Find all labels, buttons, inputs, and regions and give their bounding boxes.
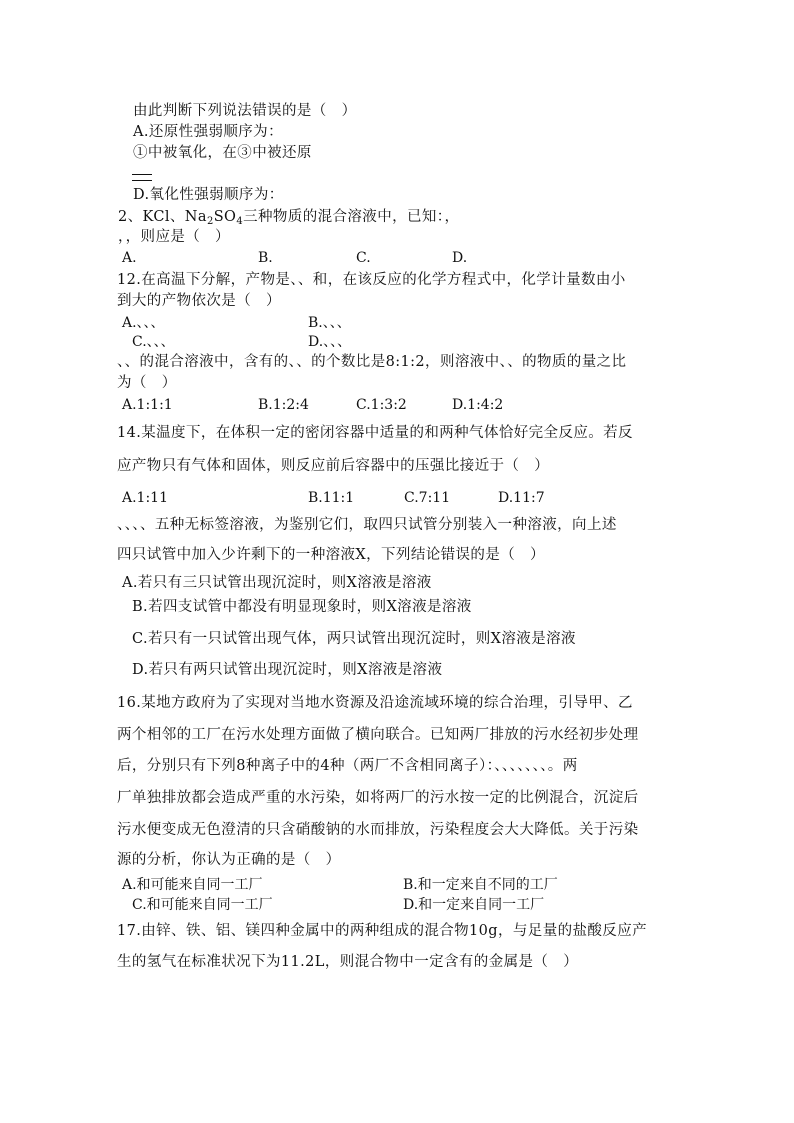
- q10-option-a: A.还原性强弱顺序为：: [133, 124, 283, 140]
- q15-stem-line2: 四只试管中加入少许剩下的一种溶液X，下列结论错误的是（ ）: [117, 547, 545, 563]
- q13-stem-line1: 、、的混合溶液中，含有的、、的个数比是8:1:2，则溶液中、、的物质的量之比: [117, 354, 627, 370]
- q14-option-b: B.11:1: [308, 490, 355, 506]
- q16-option-a: A.和可能来自同一工厂: [122, 877, 263, 893]
- q13-option-d: D.1:4:2: [452, 397, 504, 413]
- q12-option-b: B.、、、: [308, 315, 351, 331]
- q16-option-b: B.和一定来自不同的工厂: [403, 877, 558, 893]
- q16-stem-line1: 16.某地方政府为了实现对当地水资源及沿途流域环境的综合治理，引导甲、乙: [117, 695, 633, 711]
- q17-stem-line1: 17.由锌、铁、铝、镁四种金属中的两种组成的混合物10g，与足量的盐酸反应产: [117, 923, 647, 939]
- q11-option-b: B.: [258, 250, 273, 266]
- q16-stem-line3: 后，分别只有下列8种离子中的4种（两厂不含相同离子）：、、、、、、、。两: [117, 758, 578, 774]
- q15-option-b: B.若四支试管中都没有明显现象时，则X溶液是溶液: [132, 599, 472, 615]
- double-line-mark: [132, 174, 152, 181]
- q12-stem-line2: 到大的产物依次是（ ）: [117, 293, 281, 309]
- q15-option-d: D.若只有两只试管出现沉淀时，则X溶液是溶液: [132, 662, 443, 678]
- q14-option-d: D.11:7: [498, 490, 545, 506]
- q13-option-b: B.1:2:4: [258, 397, 309, 413]
- q11-option-d: D.: [452, 250, 468, 266]
- q11-option-c: C.: [356, 250, 371, 266]
- q16-stem-line6: 源的分析，你认为正确的是（ ）: [117, 852, 341, 868]
- q11-option-a: A.: [122, 250, 137, 266]
- q10-option-b: ①中被氧化，在③中被还原: [133, 145, 312, 161]
- q15-stem-line1: 、、、、五种无标签溶液，为鉴别它们，取四只试管分别装入一种溶液，向上述: [117, 517, 617, 533]
- q15-option-c: C.若只有一只试管出现气体，两只试管出现沉淀时，则X溶液是溶液: [132, 631, 576, 647]
- q15-option-a: A.若只有三只试管出现沉淀时，则X溶液是溶液: [122, 575, 432, 591]
- q16-stem-line4: 厂单独排放都会造成严重的水污染，如将两厂的污水按一定的比例混合，沉淀后: [117, 790, 639, 806]
- q12-option-d: D.、、、: [308, 334, 352, 350]
- q14-stem-line1: 14.某温度下，在体积一定的密闭容器中适量的和两种气体恰好完全反应。若反: [117, 425, 633, 441]
- q16-stem-line2: 两个相邻的工厂在污水处理方面做了横向联合。已知两厂排放的污水经初步处理: [117, 727, 639, 743]
- q16-option-d: D.和一定来自同一工厂: [403, 897, 545, 913]
- q17-stem-line2: 生的氢气在标准状况下为11.2L，则混合物中一定含有的金属是（ ）: [117, 954, 579, 970]
- q10-stem: 由此判断下列说法错误的是（ ）: [133, 103, 357, 119]
- q13-stem-line2: 为（ ）: [117, 375, 177, 391]
- q11-stem-line1: 2、KCl、$Na_2SO_4$三种物质的混合溶液中，已知：，: [118, 209, 460, 227]
- q12-option-c: C.、、、: [132, 334, 175, 350]
- q11-stem-line2: ，，则应是（ ）: [118, 229, 230, 245]
- q14-option-c: C.7:11: [404, 490, 451, 506]
- q16-option-c: C.和可能来自同一工厂: [132, 897, 273, 913]
- q14-option-a: A.1:11: [122, 490, 168, 506]
- q13-option-a: A.1:1:1: [122, 397, 173, 413]
- q13-option-c: C.1:3:2: [356, 397, 407, 413]
- q12-stem-line1: 12.在高温下分解，产物是、、和，在该反应的化学方程式中，化学计量数由小: [117, 272, 626, 288]
- q16-stem-line5: 污水便变成无色澄清的只含硝酸钠的水而排放，污染程度会大大降低。关于污染: [117, 822, 639, 838]
- q14-stem-line2: 应产物只有气体和固体，则反应前后容器中的压强比接近于（ ）: [117, 458, 550, 474]
- q10-option-d: D.氧化性强弱顺序为：: [133, 187, 284, 203]
- q12-option-a: A.、、、: [122, 315, 165, 331]
